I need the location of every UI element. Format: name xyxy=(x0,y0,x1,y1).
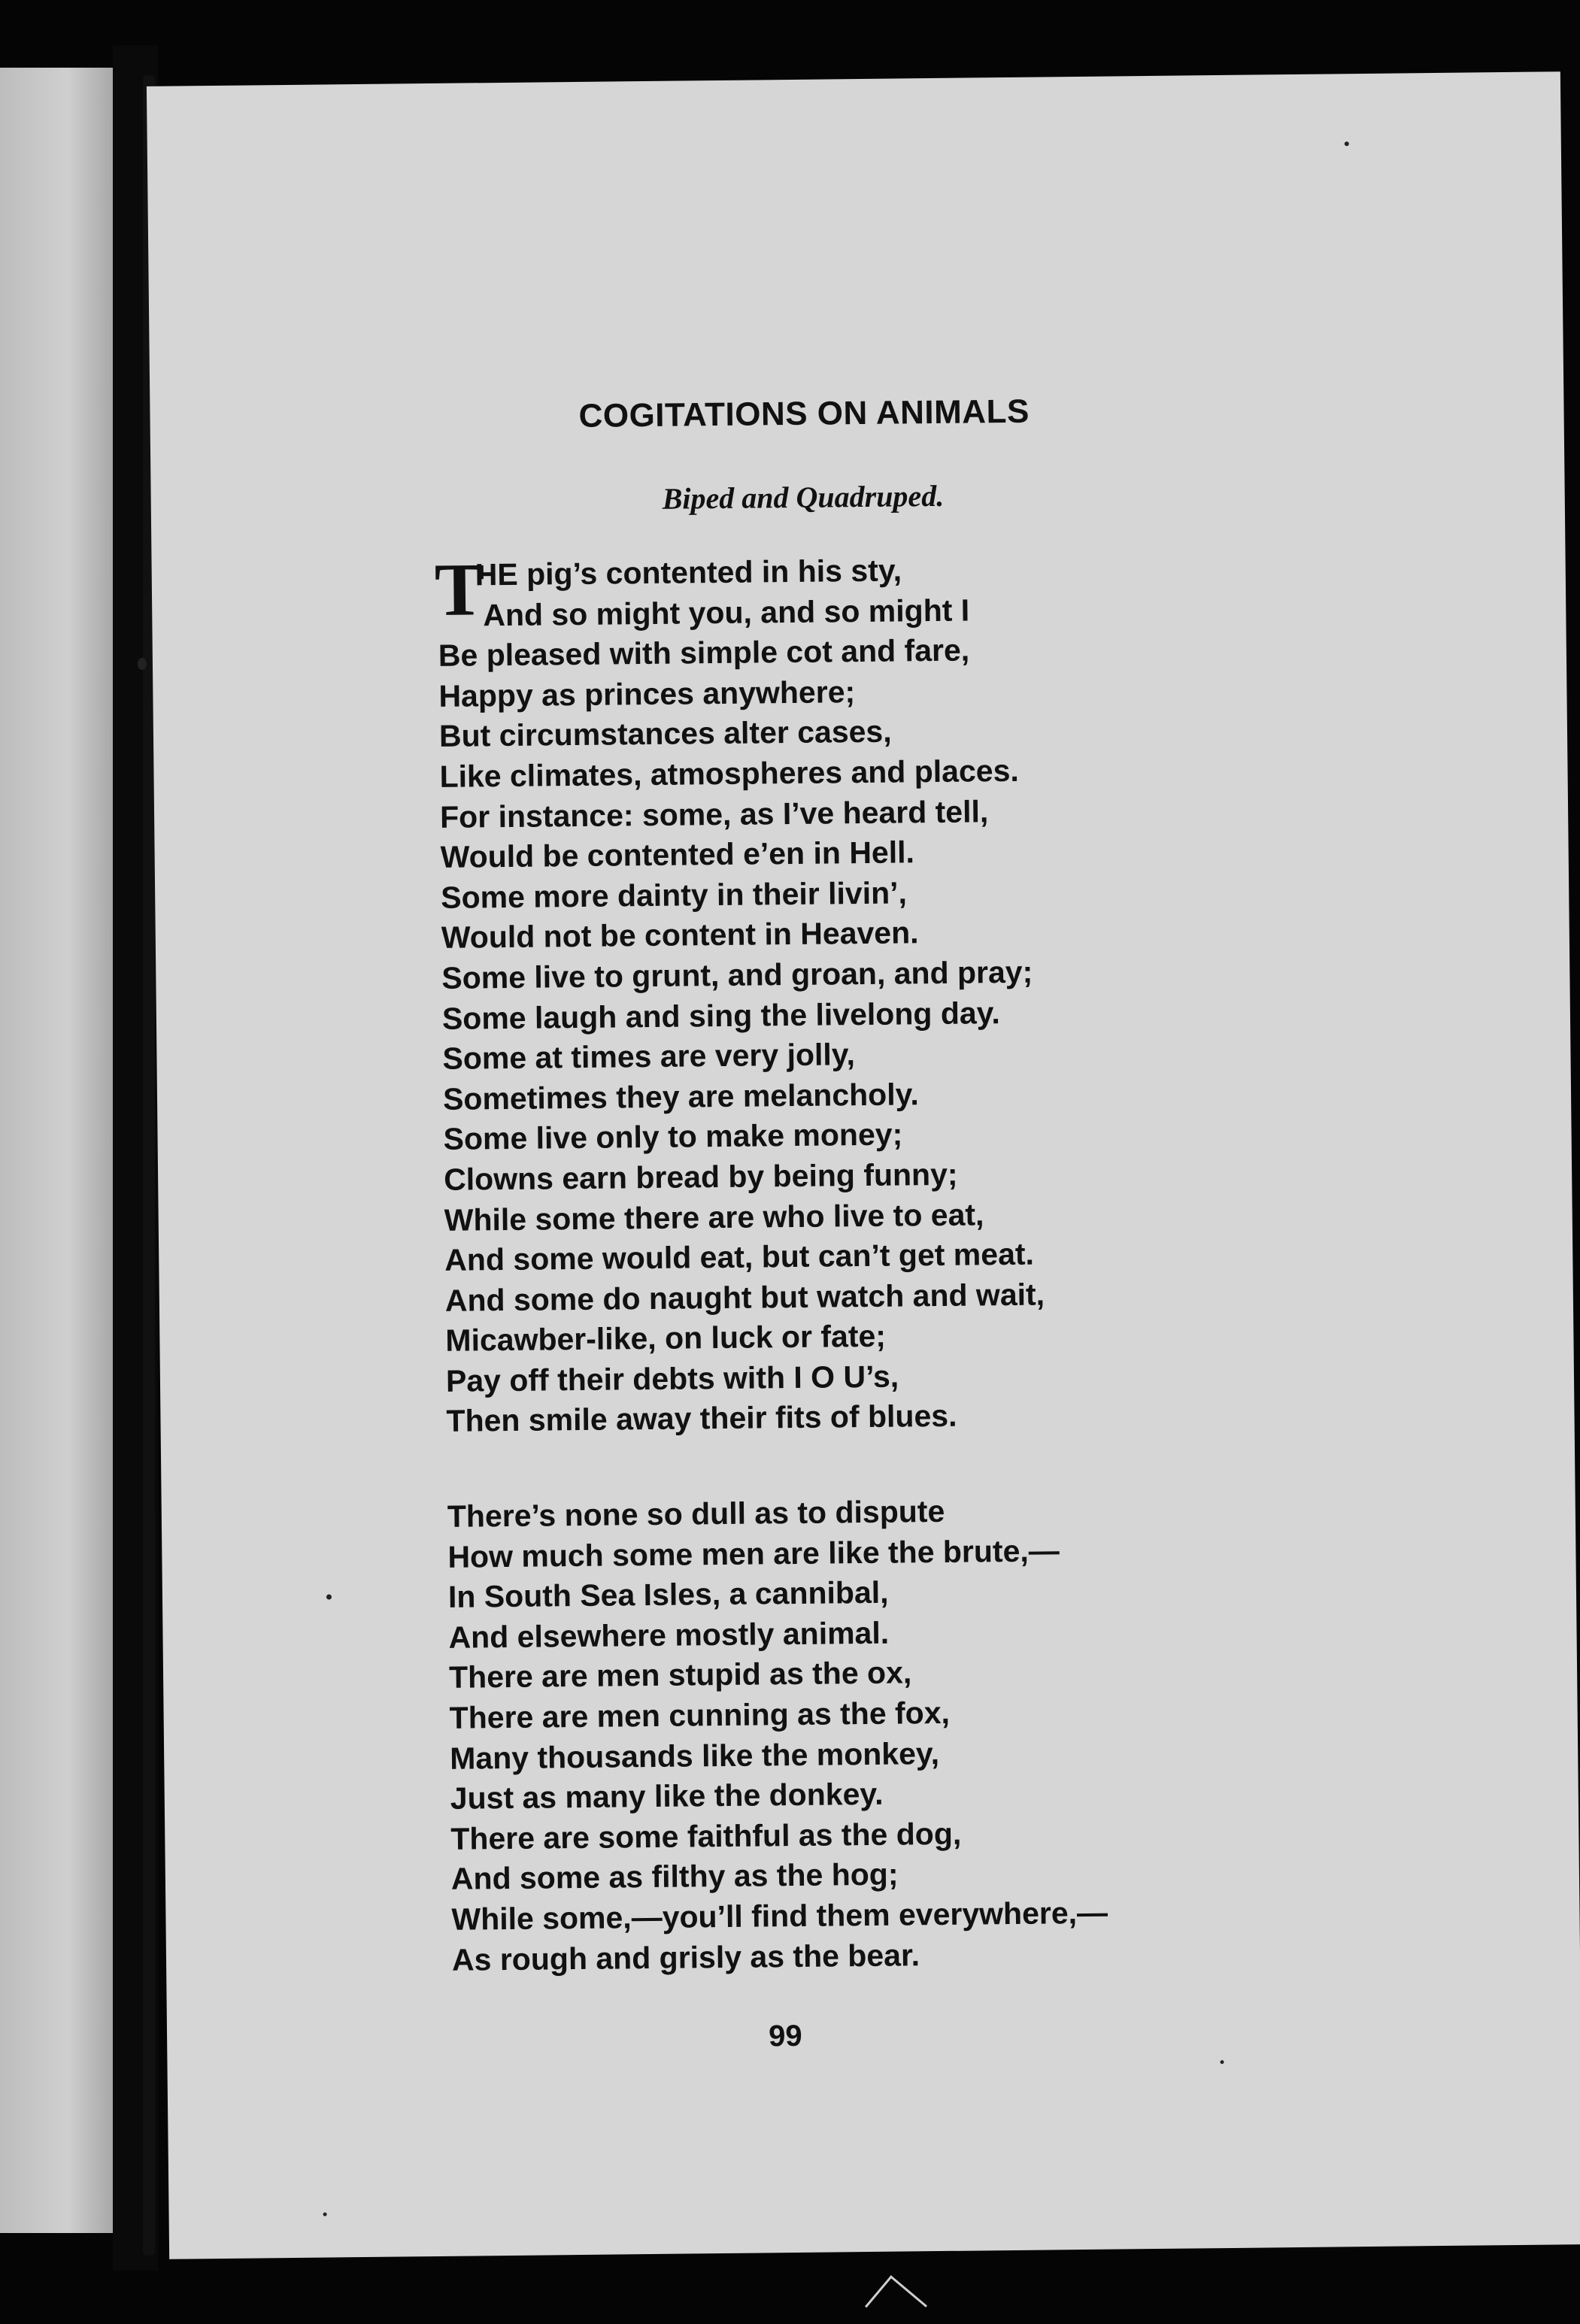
poem-line: Some laugh and sing the livelong day. xyxy=(441,995,1001,1036)
poem-line: Some more dainty in their livin’, xyxy=(440,875,908,915)
poem-line: While some,—you’ll find them everywhere,— xyxy=(451,1895,1108,1937)
scan-speck xyxy=(1220,2060,1224,2064)
poem-line: And some would eat, but can’t get meat. xyxy=(444,1236,1035,1277)
poem-line: There are men cunning as the fox, xyxy=(449,1695,951,1735)
poem-line: Like climates, atmospheres and places. xyxy=(439,753,1019,794)
poem-line: How much some men are like the brute,— xyxy=(447,1532,1060,1574)
poem-line: Would not be content in Heaven. xyxy=(441,915,919,956)
drop-cap: T xyxy=(434,547,486,632)
stanza-1 xyxy=(434,547,1046,1483)
scan-speck xyxy=(323,2213,327,2216)
scan-speck xyxy=(326,1594,332,1599)
poem-line: There’s none so dull as to dispute xyxy=(447,1493,945,1534)
poem-line: Happy as princes anywhere; xyxy=(438,674,856,714)
stanza-2 xyxy=(447,1490,1108,1980)
poem-line: And some as filthy as the hog; xyxy=(450,1856,899,1897)
poem-line: Clowns earn bread by being funny; xyxy=(443,1156,958,1197)
page-number: 99 xyxy=(768,2019,802,2053)
poem-line: For instance: some, as I’ve heard tell, xyxy=(439,793,989,835)
poem-line: In South Sea Isles, a cannibal, xyxy=(447,1574,889,1615)
page-corner-fold xyxy=(865,2275,927,2324)
poem-line: Pay off their debts with I O U’s, xyxy=(445,1359,899,1398)
poem-line: Be pleased with simple cot and fare, xyxy=(438,632,970,674)
poem-line: There are some faithful as the dog, xyxy=(450,1816,962,1856)
poem-line: Some at times are very jolly, xyxy=(442,1037,856,1076)
first-line-text: HE pig’s contented in his sty, xyxy=(475,553,902,592)
poem-line xyxy=(447,1436,1047,1483)
poem-line: As rough and grisly as the bear. xyxy=(451,1937,920,1977)
poem-line: There are men stupid as the ox, xyxy=(448,1655,912,1695)
poem-line: And so might you, and so might I xyxy=(483,592,970,632)
poem-line: But circumstances alter cases, xyxy=(438,714,892,754)
scanned-page xyxy=(147,71,1580,2259)
poem-title: COGITATIONS ON ANIMALS xyxy=(578,392,1030,435)
poem-line: Some live to grunt, and groan, and pray; xyxy=(441,954,1033,995)
scan-speck xyxy=(1345,141,1349,146)
poem-line: Sometimes they are melancholy. xyxy=(442,1076,919,1117)
poem-line: And elsewhere mostly animal. xyxy=(448,1615,890,1655)
facing-page-edge xyxy=(0,68,113,2233)
poem-line: Just as many like the donkey. xyxy=(450,1776,884,1816)
page-content xyxy=(147,71,1580,2259)
scan-speck xyxy=(138,658,147,670)
poem-line: Some live only to make money; xyxy=(443,1117,903,1157)
poem-line: Many thousands like the monkey, xyxy=(449,1735,940,1776)
poem-line: And some do naught but watch and wait, xyxy=(444,1277,1045,1318)
poem-subtitle: Biped and Quadruped. xyxy=(662,478,945,516)
poem-line: Micawber-like, on luck or fate; xyxy=(445,1319,887,1359)
poem-line: Then smile away their fits of blues. xyxy=(446,1398,957,1439)
poem-line: Would be contented e’en in Hell. xyxy=(440,835,915,875)
poem-line: While some there are who live to eat, xyxy=(444,1196,984,1238)
